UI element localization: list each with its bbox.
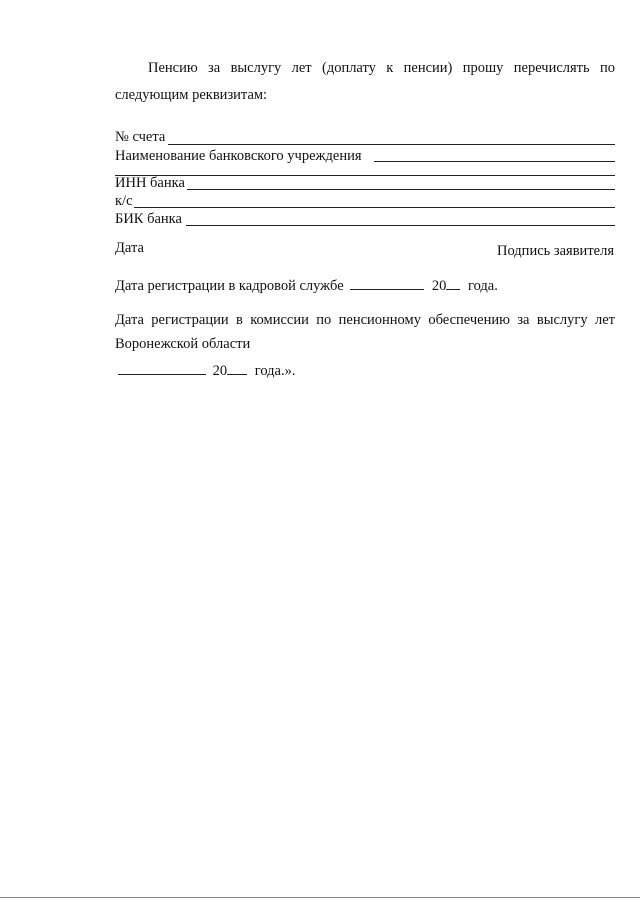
hr-registration-year-suffix: года. bbox=[468, 278, 498, 294]
bank-name-label: Наименование банковского учреждения bbox=[115, 148, 362, 164]
commission-registration-date-line bbox=[118, 361, 295, 380]
commission-registration-date-field[interactable] bbox=[118, 361, 206, 375]
commission-registration-year-field[interactable] bbox=[227, 361, 247, 375]
applicant-signature-label: Подпись заявителя bbox=[497, 243, 614, 259]
commission-registration-line-1: Дата регистрации в комиссии по пенсионному обеспечению за выслугу лет bbox=[115, 312, 615, 328]
bank-bik-label: БИК банка bbox=[115, 211, 182, 227]
commission-registration-year-suffix: года.». bbox=[254, 363, 296, 379]
account-number-field[interactable] bbox=[168, 144, 615, 145]
page-bottom-divider bbox=[0, 897, 640, 898]
commission-registration-year-prefix: 20 bbox=[212, 363, 228, 379]
hr-registration-year-prefix: 20 bbox=[431, 278, 447, 294]
bank-bik-field[interactable] bbox=[186, 225, 615, 226]
hr-registration-date-field[interactable] bbox=[350, 276, 424, 290]
hr-registration-line bbox=[115, 276, 498, 295]
hr-registration-label: Дата регистрации в кадровой службе bbox=[115, 278, 344, 294]
intro-line-2: следующим реквизитам: bbox=[115, 87, 268, 103]
commission-registration-line-2: Воронежской области bbox=[115, 336, 251, 352]
account-number-label: № счета bbox=[115, 129, 166, 145]
bank-inn-label: ИНН банка bbox=[115, 175, 185, 191]
date-label: Дата bbox=[115, 240, 144, 256]
bank-inn-field[interactable] bbox=[187, 189, 615, 190]
hr-registration-year-field[interactable] bbox=[446, 276, 460, 290]
bank-name-field-continuation[interactable] bbox=[115, 175, 615, 176]
intro-line-1: Пенсию за выслугу лет (доплату к пенсии) прошу перечислять по bbox=[148, 60, 615, 76]
bank-name-field[interactable] bbox=[374, 161, 615, 162]
correspondent-account-label: к/с bbox=[115, 193, 133, 209]
correspondent-account-field[interactable] bbox=[134, 207, 615, 208]
